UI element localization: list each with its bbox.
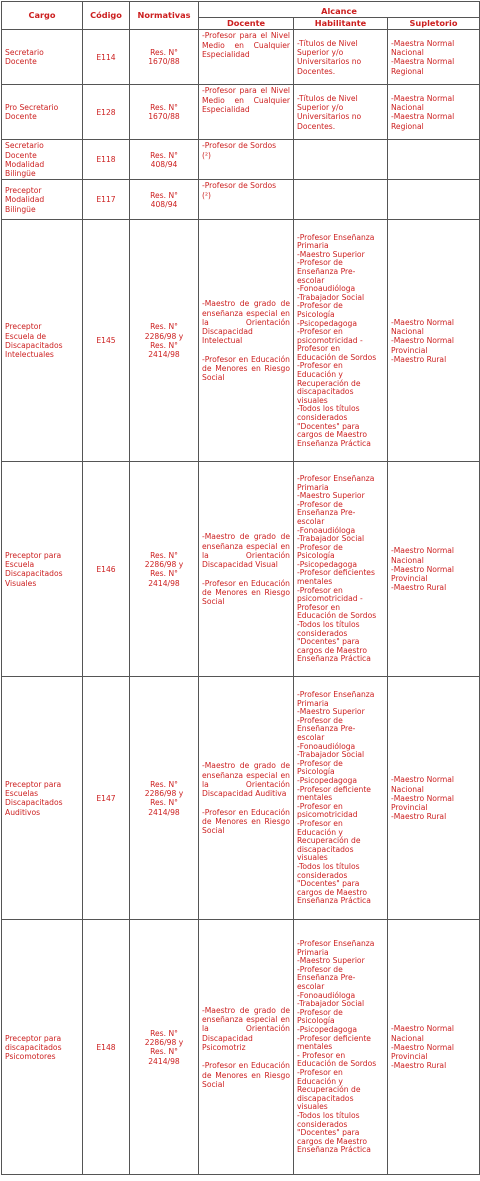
- habilitante-line: -Fonoaudióloga: [297, 525, 356, 535]
- normativa-line: 1670/88: [148, 57, 180, 67]
- table-row: [2, 462, 480, 677]
- habilitante-line: Primaria: [297, 241, 329, 251]
- normativa-line: 2414/98: [148, 350, 180, 360]
- cargo-cell: [2, 920, 83, 1175]
- normativa-cell: [130, 677, 199, 920]
- cargo-line: Psicomotores: [5, 1052, 56, 1062]
- habilitante-line: cargos de Maestro: [297, 430, 367, 440]
- normativa-cell: [130, 920, 199, 1175]
- cargo-line: Escuela: [5, 560, 35, 570]
- habilitante-line: -Profesor en: [297, 1067, 343, 1077]
- codigo-cell: E147: [83, 677, 130, 920]
- habilitante-line: cargos de Maestro: [297, 1136, 367, 1146]
- docente-cell: [199, 30, 294, 85]
- normativa-line: 1670/88: [148, 112, 180, 122]
- normativa-line: Res. N°: [150, 779, 178, 789]
- table-row: [2, 30, 480, 85]
- docente-cell: [199, 677, 294, 920]
- habilitante-line: cargos de Maestro: [297, 887, 367, 897]
- habilitante-cell: [294, 30, 388, 85]
- cargo-line: Discapacitados: [5, 340, 63, 350]
- habilitante-line: Enseñanza Pre-: [297, 508, 356, 518]
- docente-cell: [199, 462, 294, 677]
- docente-text: -Profesor para el Nivel Medio en Cualquier Especialidad: [202, 31, 290, 59]
- cargo-line: Bilingüe: [5, 204, 36, 214]
- supletorio-cell: [388, 920, 480, 1175]
- supletorio-line: Nacional: [391, 1033, 424, 1043]
- supletorio-line: Nacional: [391, 327, 424, 337]
- habilitante-line: considerados: [297, 1119, 348, 1129]
- habilitante-line: mentales: [297, 793, 333, 803]
- supletorio-line: -Maestro Normal: [391, 1042, 455, 1052]
- normativa-line: Res. N°: [150, 150, 178, 160]
- habilitante-line: -Psicopedagoga: [297, 559, 357, 569]
- habilitante-line: -Profesor Enseñanza: [297, 939, 375, 949]
- habilitante-line: Primaria: [297, 947, 329, 957]
- supletorio-line: -Maestro Rural: [391, 583, 447, 593]
- habilitante-line: -Fonoaudióloga: [297, 741, 356, 751]
- habilitante-line: -Profesor en: [297, 361, 343, 371]
- cargo-line: Preceptor: [5, 186, 42, 196]
- habilitante-line: -Todos los títulos: [297, 620, 360, 630]
- habilitante-line: escolar: [297, 516, 325, 526]
- supletorio-line: Nacional: [391, 103, 424, 112]
- habilitante-cell: [294, 180, 388, 220]
- supletorio-cell: [388, 180, 480, 220]
- docente-cell: [199, 920, 294, 1175]
- supletorio-line: -Maestra Normal: [391, 38, 455, 48]
- habilitante-line: -Psicopedagoga: [297, 318, 357, 328]
- habilitante-line: escolar: [297, 275, 325, 285]
- habilitante-line: Enseñanza Práctica: [297, 438, 371, 448]
- habilitante-line: -Maestro Superior: [297, 707, 365, 717]
- supletorio-line: Regional: [391, 121, 424, 131]
- habilitante-line: -Profesor Enseñanza: [297, 473, 375, 483]
- codigo-cell: E148: [83, 920, 130, 1175]
- cargo-cell: [2, 462, 83, 677]
- habilitante-line: considerados: [297, 870, 348, 880]
- habilitante-line: Recuperación de: [297, 1085, 361, 1095]
- docente-text: -Profesor de Sordos: [202, 141, 277, 151]
- habilitante-line: -Trabajador Social: [297, 999, 365, 1009]
- cargo-line: Auditivos: [5, 807, 41, 817]
- habilitante-line: Primaria: [297, 698, 329, 708]
- habilitante-line: -Títulos de Nivel: [297, 93, 358, 103]
- habilitante-cell: [294, 85, 388, 140]
- docente-text: -Maestro de grado de enseñanza especial en la Orientación Discapacidad Psicomotriz: [202, 1005, 290, 1052]
- normativa-line: 408/94: [150, 159, 178, 169]
- cargo-cell: [2, 180, 83, 220]
- normativa-line: 2414/98: [148, 807, 180, 817]
- habilitante-line: -Profesor de: [297, 964, 343, 974]
- docente-cell: [199, 180, 294, 220]
- cargo-cell: [2, 85, 83, 140]
- habilitante-line: - Profesor en: [297, 1050, 346, 1060]
- supletorio-line: Nacional: [391, 555, 424, 565]
- normativa-line: Res. N°: [150, 798, 178, 808]
- habilitante-cell: [294, 462, 388, 677]
- header-codigo: Código: [83, 2, 130, 30]
- header-docente: Docente: [199, 18, 294, 30]
- normativa-line: 2414/98: [148, 578, 180, 588]
- normativa-line: Res. N°: [150, 48, 178, 57]
- habilitante-cell: [294, 220, 388, 462]
- normativa-cell: [130, 30, 199, 85]
- cargo-cell: [2, 30, 83, 85]
- habilitante-line: Educación y: [297, 827, 343, 837]
- habilitante-line: Psicología: [297, 1016, 335, 1026]
- docente-text: -Profesor de Sordos: [202, 181, 277, 191]
- supletorio-line: -Maestro Rural: [391, 812, 447, 822]
- habilitante-line: Docentes.: [297, 121, 336, 131]
- docente-gap: [202, 1052, 290, 1061]
- docente-note: (²): [202, 190, 211, 200]
- habilitante-line: escolar: [297, 733, 325, 743]
- header-supletorio: Supletorio: [388, 18, 480, 30]
- supletorio-line: -Maestro Normal: [391, 1024, 455, 1034]
- supletorio-line: -Maestra Normal: [391, 57, 455, 67]
- docente-text: -Profesor en Educación de Menores en Riesgo Social: [202, 578, 290, 607]
- supletorio-line: Provincial: [391, 345, 428, 355]
- docente-text: -Profesor para el Nivel Medio en Cualquier Especialidad: [202, 86, 290, 114]
- habilitante-line: -Todos los títulos: [297, 861, 360, 871]
- supletorio-cell: [388, 140, 480, 180]
- supletorio-cell: [388, 30, 480, 85]
- cargo-line: Intelectuales: [5, 350, 54, 360]
- cargo-line: Docente: [5, 57, 37, 67]
- cargo-cell: [2, 677, 83, 920]
- supletorio-line: -Maestro Rural: [391, 354, 447, 364]
- habilitante-line: "Docentes" para: [297, 421, 360, 431]
- cargo-line: Modalidad: [5, 159, 45, 169]
- docente-text: -Profesor en Educación de Menores en Riesgo Social: [202, 1061, 290, 1089]
- supletorio-line: -Maestro Normal: [391, 317, 455, 327]
- habilitante-line: -Profesor en: [297, 818, 343, 828]
- habilitante-line: -Maestro Superior: [297, 249, 365, 259]
- docente-text: -Profesor en Educación de Menores en Riesgo Social: [202, 807, 290, 836]
- habilitante-line: Educación de Sordos: [297, 352, 377, 362]
- habilitante-line: Psicología: [297, 551, 335, 561]
- habilitante-line: psicomotricidad: [297, 810, 358, 820]
- habilitante-line: Enseñanza Pre-: [297, 973, 356, 983]
- supletorio-line: Regional: [391, 66, 424, 76]
- habilitante-line: visuales: [297, 395, 328, 405]
- cargo-line: Escuelas: [5, 789, 39, 799]
- normativa-line: 2286/98 y: [144, 331, 184, 341]
- supletorio-line: -Maestro Normal: [391, 775, 455, 785]
- header-alcance: Alcance: [199, 2, 480, 18]
- supletorio-cell: [388, 462, 480, 677]
- habilitante-line: Universitarios no: [297, 112, 362, 122]
- habilitante-line: Profesor en: [297, 602, 341, 612]
- normativa-line: Res. N°: [150, 1028, 178, 1038]
- supletorio-line: Provincial: [391, 1052, 428, 1062]
- cargo-line: Visuales: [5, 578, 37, 588]
- habilitante-line: visuales: [297, 853, 328, 863]
- cargo-line: Discapacitados: [5, 798, 63, 808]
- habilitante-line: Superior y/o: [297, 103, 344, 112]
- habilitante-line: Educación de Sordos: [297, 611, 377, 621]
- habilitante-line: Educación y: [297, 370, 343, 380]
- habilitante-line: considerados: [297, 413, 348, 423]
- habilitante-line: Educación y: [297, 1076, 343, 1086]
- habilitante-line: -Maestro Superior: [297, 956, 365, 966]
- habilitante-line: -Profesor de: [297, 499, 343, 509]
- habilitante-line: escolar: [297, 982, 325, 992]
- habilitante-line: visuales: [297, 1102, 328, 1112]
- habilitante-line: "Docentes" para: [297, 879, 360, 889]
- habilitante-line: Enseñanza Pre-: [297, 266, 356, 276]
- supletorio-line: -Maestra Normal: [391, 93, 455, 103]
- habilitante-line: -Profesor Enseñanza: [297, 232, 375, 242]
- docente-cell: [199, 140, 294, 180]
- codigo-cell: E146: [83, 462, 130, 677]
- normativa-line: 2286/98 y: [144, 560, 184, 570]
- habilitante-line: -Profesor de: [297, 715, 343, 725]
- cargo-line: Discapacitados: [5, 569, 63, 579]
- normativa-cell: [130, 85, 199, 140]
- normativa-line: Res. N°: [150, 1047, 178, 1057]
- supletorio-line: -Maestro Normal: [391, 336, 455, 346]
- normativa-line: 2286/98 y: [144, 789, 184, 799]
- habilitante-line: -Todos los títulos: [297, 404, 360, 414]
- habilitante-line: -Títulos de Nivel: [297, 38, 358, 48]
- habilitante-line: discapacitados: [297, 844, 354, 854]
- header-normativas: Normativas: [130, 2, 199, 30]
- normativa-line: 2286/98 y: [144, 1038, 184, 1048]
- cargo-line: Preceptor: [5, 322, 42, 332]
- table-row: [2, 677, 480, 920]
- habilitante-line: Universitarios no: [297, 57, 362, 67]
- habilitante-line: -Todos los títulos: [297, 1110, 360, 1120]
- habilitante-line: -Trabajador Social: [297, 534, 365, 544]
- normativa-line: Res. N°: [150, 103, 178, 112]
- habilitante-line: Enseñanza Práctica: [297, 1145, 371, 1155]
- supletorio-cell: [388, 85, 480, 140]
- supletorio-cell: [388, 677, 480, 920]
- habilitante-line: -Psicopedagoga: [297, 1025, 357, 1034]
- cargo-line: Preceptor para: [5, 779, 62, 789]
- habilitante-cell: [294, 920, 388, 1175]
- cargo-cell: [2, 220, 83, 462]
- habilitante-line: Psicología: [297, 767, 335, 777]
- table-row: [2, 85, 480, 140]
- habilitante-line: Enseñanza Práctica: [297, 896, 371, 906]
- codigo-cell: E128: [83, 85, 130, 140]
- supletorio-cell: [388, 220, 480, 462]
- habilitante-line: -Profesor deficiente: [297, 784, 371, 794]
- docente-note: (²): [202, 150, 211, 160]
- cargo-line: Docente: [5, 112, 37, 122]
- header-habilitante: Habilitante: [294, 18, 388, 30]
- cargo-line: Escuela de: [5, 331, 47, 341]
- cargo-line: Docente: [5, 150, 37, 160]
- docente-text: -Maestro de grado de enseñanza especial en la Orientación Discapacidad Auditiva: [202, 761, 290, 799]
- docente-gap: [202, 799, 290, 808]
- habilitante-line: Educación de Sordos: [297, 1059, 377, 1069]
- supletorio-line: -Maestra Normal: [391, 112, 455, 122]
- habilitante-line: -Profesor en: [297, 585, 343, 595]
- normativa-line: Res. N°: [150, 190, 178, 200]
- table-row: [2, 220, 480, 462]
- habilitante-line: -Fonoaudióloga: [297, 990, 356, 1000]
- table-row: [2, 920, 480, 1175]
- normativa-cell: [130, 462, 199, 677]
- habilitante-line: -Profesor en: [297, 801, 343, 811]
- habilitante-cell: [294, 677, 388, 920]
- habilitante-line: Recuperación de: [297, 378, 361, 388]
- alcance-table: [1, 1, 480, 1175]
- habilitante-line: -Profesor en: [297, 327, 343, 337]
- normativa-line: Res. N°: [150, 322, 178, 332]
- normativa-line: Res. N°: [150, 569, 178, 579]
- cargo-cell: [2, 140, 83, 180]
- normativa-line: Res. N°: [150, 550, 178, 560]
- habilitante-line: -Profesor de: [297, 258, 343, 268]
- supletorio-line: -Maestro Normal: [391, 546, 455, 556]
- supletorio-line: Provincial: [391, 574, 428, 584]
- codigo-cell: E114: [83, 30, 130, 85]
- habilitante-line: mentales: [297, 577, 333, 587]
- habilitante-line: "Docentes" para: [297, 637, 360, 647]
- table-row: [2, 180, 480, 220]
- codigo-cell: E145: [83, 220, 130, 462]
- habilitante-line: discapacitados: [297, 387, 354, 397]
- normativa-cell: [130, 220, 199, 462]
- habilitante-line: psicomotricidad -: [297, 594, 363, 604]
- habilitante-line: -Maestro Superior: [297, 491, 365, 501]
- supletorio-line: Nacional: [391, 48, 424, 57]
- supletorio-line: -Maestro Rural: [391, 1061, 447, 1071]
- habilitante-line: Recuperación de: [297, 836, 361, 846]
- habilitante-line: -Profesor de: [297, 758, 343, 768]
- cargo-line: Preceptor para: [5, 1033, 62, 1043]
- normativa-cell: [130, 140, 199, 180]
- cargo-line: Secretario: [5, 48, 44, 57]
- codigo-cell: E117: [83, 180, 130, 220]
- habilitante-line: -Profesor de: [297, 1007, 343, 1017]
- habilitante-line: -Trabajador Social: [297, 292, 365, 302]
- habilitante-line: Psicología: [297, 309, 335, 319]
- docente-text: -Maestro de grado de enseñanza especial en la Orientación Discapacidad Visual: [202, 532, 290, 570]
- header-cargo: Cargo: [2, 2, 83, 30]
- habilitante-line: considerados: [297, 628, 348, 638]
- docente-text: -Profesor en Educación de Menores en Riesgo Social: [202, 354, 290, 383]
- cargo-line: discapacitados: [5, 1042, 62, 1052]
- habilitante-line: Docentes.: [297, 66, 336, 76]
- habilitante-line: -Fonoaudióloga: [297, 284, 356, 294]
- habilitante-line: -Profesor deficientes: [297, 568, 375, 578]
- habilitante-line: Enseñanza Práctica: [297, 654, 371, 664]
- cargo-line: Preceptor para: [5, 550, 62, 560]
- habilitante-line: Superior y/o: [297, 48, 344, 57]
- habilitante-cell: [294, 140, 388, 180]
- table-row: [2, 140, 480, 180]
- habilitante-line: Profesor en: [297, 344, 341, 354]
- normativa-cell: [130, 180, 199, 220]
- cargo-line: Pro Secretario: [5, 103, 59, 112]
- supletorio-line: -Maestro Normal: [391, 564, 455, 574]
- docente-gap: [202, 570, 290, 579]
- normativa-line: Res. N°: [150, 340, 178, 350]
- habilitante-line: cargos de Maestro: [297, 645, 367, 655]
- docente-text: -Maestro de grado de enseñanza especial en la Orientación Discapacidad Intelectual: [202, 299, 290, 346]
- cargo-line: Modalidad: [5, 195, 45, 205]
- habilitante-line: -Profesor de: [297, 542, 343, 552]
- docente-cell: [199, 220, 294, 462]
- normativa-line: 408/94: [150, 199, 178, 209]
- docente-cell: [199, 85, 294, 140]
- habilitante-line: Primaria: [297, 482, 329, 492]
- supletorio-line: Nacional: [391, 784, 424, 794]
- habilitante-line: psicomotricidad -: [297, 335, 363, 345]
- supletorio-line: -Maestro Normal: [391, 793, 455, 803]
- habilitante-line: -Profesor deficiente: [297, 1033, 371, 1043]
- habilitante-line: -Profesor de: [297, 301, 343, 311]
- habilitante-line: "Docentes" para: [297, 1128, 360, 1138]
- habilitante-line: -Trabajador Social: [297, 750, 365, 760]
- habilitante-line: -Psicopedagoga: [297, 776, 357, 785]
- habilitante-line: discapacitados: [297, 1093, 354, 1103]
- habilitante-line: mentales: [297, 1042, 333, 1052]
- normativa-line: 2414/98: [148, 1056, 180, 1066]
- cargo-line: Bilingüe: [5, 169, 36, 179]
- codigo-cell: E118: [83, 140, 130, 180]
- habilitante-line: Enseñanza Pre-: [297, 724, 356, 734]
- docente-gap: [202, 346, 290, 355]
- cargo-line: Secretario: [5, 141, 44, 151]
- supletorio-line: Provincial: [391, 803, 428, 813]
- habilitante-line: -Profesor Enseñanza: [297, 690, 375, 700]
